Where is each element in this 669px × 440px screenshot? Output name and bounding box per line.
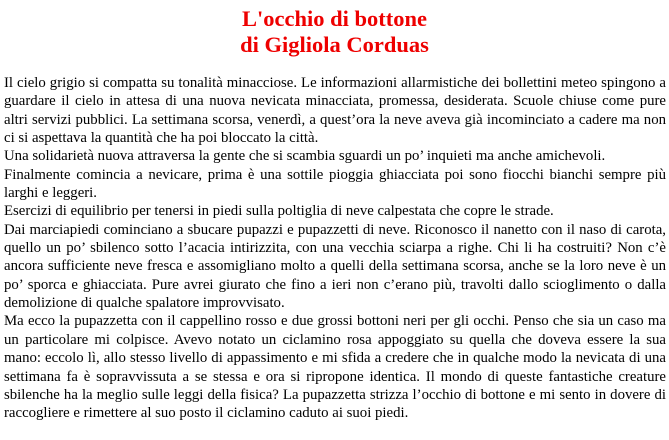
paragraph-5: Dai marciapiedi cominciano a sbucare pupazzi e pupazzetti di neve. Riconosco il nanetto con il naso di carota, quello un po’ sbilenco sotto l’acacia intirizzita, con una vecchia sciarpa a righe. Chi li ha costruiti? Non c’è ancora sufficiente neve fresca e assomigliano molto a quelli della settimana scorsa, anche se la loro neve è un po’ sporca e ghiacciata. Pure avrei giurato che fino a ieri non c’erano più, travolti dallo scioglimento o dalla demolizione di qualche spalatore improvvisato. bbox=[4, 221, 666, 312]
paragraph-1: Il cielo grigio si compatta su tonalità minacciose. Le informazioni allarmistiche dei bollettini meteo spingono a guardare il cielo in attesa di una nuova nevicata minacciata, promessa, desiderata. Scuole chiuse come pure altri servizi pubblici. La settimana scorsa, venerdì, a quest’ora la neve aveva già incominciato a cadere ma non ci si aspettava la quantità che ha poi bloccato la città. bbox=[4, 75, 666, 147]
story-body bbox=[4, 74, 666, 423]
paragraph-4: Esercizi di equilibrio per tenersi in piedi sulla poltiglia di neve calpestata che copre le strade. bbox=[4, 203, 554, 220]
title-line: L'occhio di bottone bbox=[241, 6, 427, 31]
author-line: di Gigliola Corduas bbox=[240, 32, 429, 57]
story-title bbox=[0, 6, 669, 58]
paragraph-3: Finalmente comincia a nevicare, prima è una sottile pioggia ghiacciata poi sono fiocchi bianchi sempre più larghi e leggeri. bbox=[4, 166, 666, 202]
paragraph-6: Ma ecco la pupazzetta con il cappellino rosso e due grossi bottoni neri per gli occhi. Penso che sia un caso ma un particolare mi colpisce. Avevo notato un ciclamino rosa appoggiato su quella che doveva essere la sua mano: eccolo lì, allo stesso livello di appassimento e mi sfida a credere che in qualche modo la nevicata di una settimana fa è sopravvissuta a se stessa e ora si ripropone identica. Il mondo di queste fantastiche creature sbilenche ha la meglio sulle leggi della fisica? La pupazzetta strizza l’occhio di bottone e mi sento in dovere di raccogliere e rimettere al suo posto il ciclamino caduto ai suoi piedi. bbox=[4, 313, 666, 422]
paragraph-2: Una solidarietà nuova attraversa la gente che si scambia sguardi un po’ inquieti ma anche amichevoli. bbox=[4, 148, 606, 165]
